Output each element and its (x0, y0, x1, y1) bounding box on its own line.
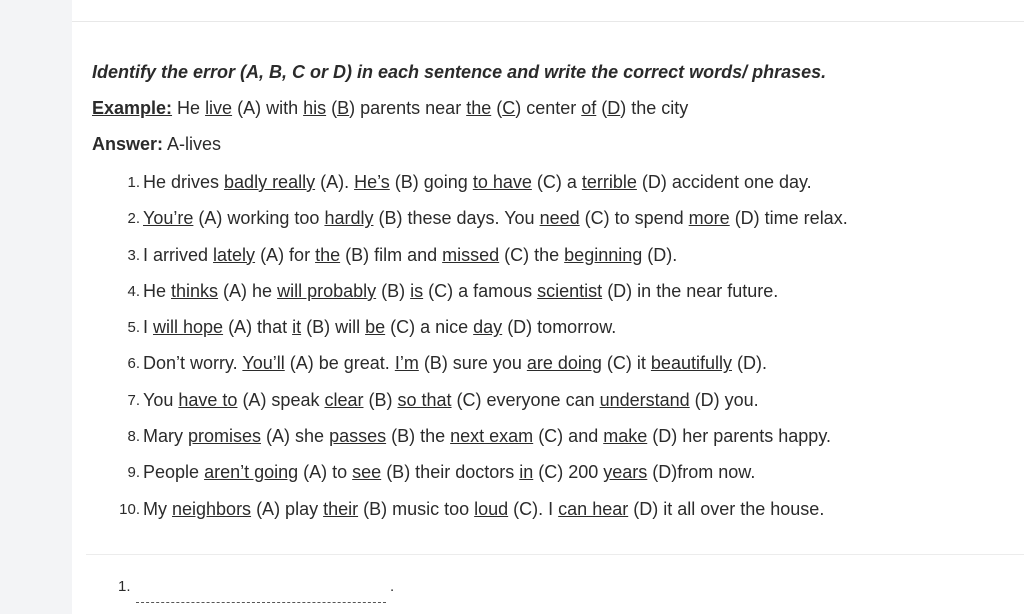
underlined-option: to have (472, 172, 532, 192)
underlined-option: of (581, 98, 597, 118)
sentence-text: (C) and (533, 426, 604, 447)
sentence-text: (A) speak (237, 389, 325, 410)
underlined-option: I’m (394, 353, 419, 374)
sentence-text: ) the city (620, 98, 689, 118)
underlined-option: You’re (143, 208, 194, 229)
example-sentence (172, 98, 688, 118)
underlined-option: beginning (564, 244, 643, 265)
sentence-text: (D) tomorrow. (502, 317, 617, 338)
underlined-option: badly really (224, 172, 316, 192)
underlined-option: make (603, 426, 648, 447)
sentence-text: I arrived (143, 244, 214, 265)
question-number: 7. (127, 391, 140, 409)
sentence-text: (A) to (298, 462, 353, 483)
underlined-option: promises (188, 426, 262, 447)
sentence-text: (B) (376, 280, 411, 301)
example-line (92, 98, 688, 119)
sentence-text: (A). (315, 172, 355, 192)
top-divider (72, 21, 1024, 22)
answer-label: Answer: (92, 134, 164, 154)
question-sentence (143, 281, 778, 302)
sentence-text: (A) he (218, 280, 278, 301)
question-sentence (143, 390, 759, 411)
sentence-text: He drives (143, 172, 225, 192)
question-number: 10. (119, 500, 140, 518)
answer-number: 1. (118, 578, 131, 595)
sentence-text: My (143, 498, 172, 519)
sentence-text: (B) (363, 389, 398, 410)
instruction-text: Identify the error (A, B, C or D) in each sentence and write the correct words/ phrases. (92, 62, 827, 82)
underlined-option: hardly (324, 208, 374, 229)
underlined-option: more (688, 208, 730, 229)
underlined-option: can hear (558, 498, 629, 519)
question-sentence (143, 208, 848, 229)
underlined-option: passes (329, 426, 387, 447)
answer-line (92, 134, 221, 155)
question-number: 6. (127, 355, 140, 373)
underlined-option: is (410, 280, 424, 301)
underlined-option: C (502, 98, 516, 118)
underlined-option: He’s (354, 172, 390, 192)
left-sidebar (0, 0, 72, 614)
underlined-option: clear (324, 389, 364, 410)
sentence-text: You (143, 389, 179, 410)
answer-end-dot: . (390, 578, 395, 595)
question-sentence (143, 353, 767, 374)
underlined-option: aren’t going (204, 462, 299, 483)
bottom-divider (86, 554, 1024, 555)
underlined-option: D (607, 98, 621, 118)
sentence-text: ( (491, 98, 503, 118)
sentence-text: (D) you. (689, 389, 759, 410)
underlined-option: terrible (581, 172, 637, 192)
sentence-text: (B) their doctors (381, 462, 520, 483)
underlined-option: will probably (277, 280, 377, 301)
question-number: 3. (127, 246, 140, 264)
sentence-text: (C). I (508, 498, 559, 519)
underlined-option: in (519, 462, 534, 483)
question-number: 9. (127, 464, 140, 482)
sentence-text: (A) play (251, 498, 324, 519)
underlined-option: next exam (450, 426, 534, 447)
sentence-text: (C) to spend (579, 208, 689, 229)
sentence-text: (C) the (499, 244, 565, 265)
sentence-text: (C) a famous (423, 280, 538, 301)
example-label: Example: (92, 98, 173, 118)
sentence-text: (D) her parents happy. (647, 426, 831, 447)
question-number: 4. (127, 282, 140, 300)
document-content (72, 0, 1024, 614)
question-sentence (143, 317, 616, 338)
sentence-text: (B) will (301, 317, 366, 338)
sentence-text: ( (596, 98, 608, 118)
underlined-option: loud (474, 498, 509, 519)
question-sentence (143, 462, 755, 483)
sentence-text: (A) she (261, 426, 330, 447)
sentence-text: (C) a (531, 172, 582, 192)
sentence-text: (D). (731, 353, 767, 374)
sentence-text: People (143, 462, 205, 483)
question-number: 2. (127, 210, 140, 228)
underlined-option: will hope (153, 317, 224, 338)
sentence-text: (B) going (389, 172, 473, 192)
sentence-text: (B) the (386, 426, 451, 447)
sentence-text: (A) with (232, 98, 304, 118)
underlined-option: are doing (526, 353, 602, 374)
sentence-text: (B) film and (340, 244, 443, 265)
sentence-text: Mary (143, 426, 188, 447)
answer-text: A-lives (163, 134, 222, 154)
sentence-text: (D) accident one day. (636, 172, 812, 192)
underlined-option: day (473, 317, 503, 338)
sentence-text: (A) be great. (284, 353, 395, 374)
underlined-option: his (303, 98, 327, 118)
underlined-option: You’ll (242, 353, 285, 374)
sentence-text: (D) in the near future. (602, 280, 779, 301)
sentence-text: (C) everyone can (451, 389, 600, 410)
sentence-text: (B) music too (358, 498, 475, 519)
sentence-text: He (143, 280, 172, 301)
sentence-text: (B) sure you (418, 353, 527, 374)
underlined-option: B (337, 98, 350, 118)
sentence-text: (A) for (255, 244, 316, 265)
sentence-text: (C) 200 (533, 462, 604, 483)
sentence-text: (A) working too (193, 208, 325, 229)
underlined-option: their (323, 498, 359, 519)
answer-input-line[interactable] (136, 602, 386, 603)
underlined-option: the (315, 244, 341, 265)
question-sentence (143, 172, 812, 193)
underlined-option: scientist (537, 280, 603, 301)
sentence-text: (D) time relax. (729, 208, 848, 229)
underlined-option: need (539, 208, 580, 229)
question-number: 5. (127, 319, 140, 337)
sentence-text: (D)from now. (647, 462, 756, 483)
sentence-text: (C) a nice (385, 317, 474, 338)
underlined-option: have to (178, 389, 238, 410)
question-sentence (143, 426, 831, 447)
sentence-text: Don’t worry. (143, 353, 243, 374)
question-number: 1. (127, 174, 140, 191)
sentence-text: ) center (515, 98, 582, 118)
underlined-option: lately (213, 244, 256, 265)
question-number: 8. (127, 428, 140, 446)
underlined-option: the (466, 98, 492, 118)
underlined-option: thinks (171, 280, 219, 301)
underlined-option: years (603, 462, 648, 483)
sentence-text: (C) it (601, 353, 651, 374)
sentence-text: (D) it all over the house. (628, 498, 825, 519)
underlined-option: it (292, 317, 302, 338)
underlined-option: live (205, 98, 233, 118)
underlined-option: understand (599, 389, 690, 410)
sentence-text: ( (326, 98, 338, 118)
underlined-option: beautifully (650, 353, 732, 374)
sentence-text: I (143, 317, 154, 338)
question-sentence (143, 499, 824, 520)
sentence-text: (D). (642, 244, 678, 265)
sentence-text: (A) that (223, 317, 293, 338)
underlined-option: neighbors (172, 498, 252, 519)
sentence-text: ) parents near (349, 98, 467, 118)
sentence-text: (B) these days. You (373, 208, 540, 229)
underlined-option: see (352, 462, 382, 483)
question-sentence (143, 245, 677, 266)
underlined-option: so that (397, 389, 452, 410)
underlined-option: missed (442, 244, 500, 265)
sentence-text: He (172, 98, 206, 118)
underlined-option: be (365, 317, 386, 338)
